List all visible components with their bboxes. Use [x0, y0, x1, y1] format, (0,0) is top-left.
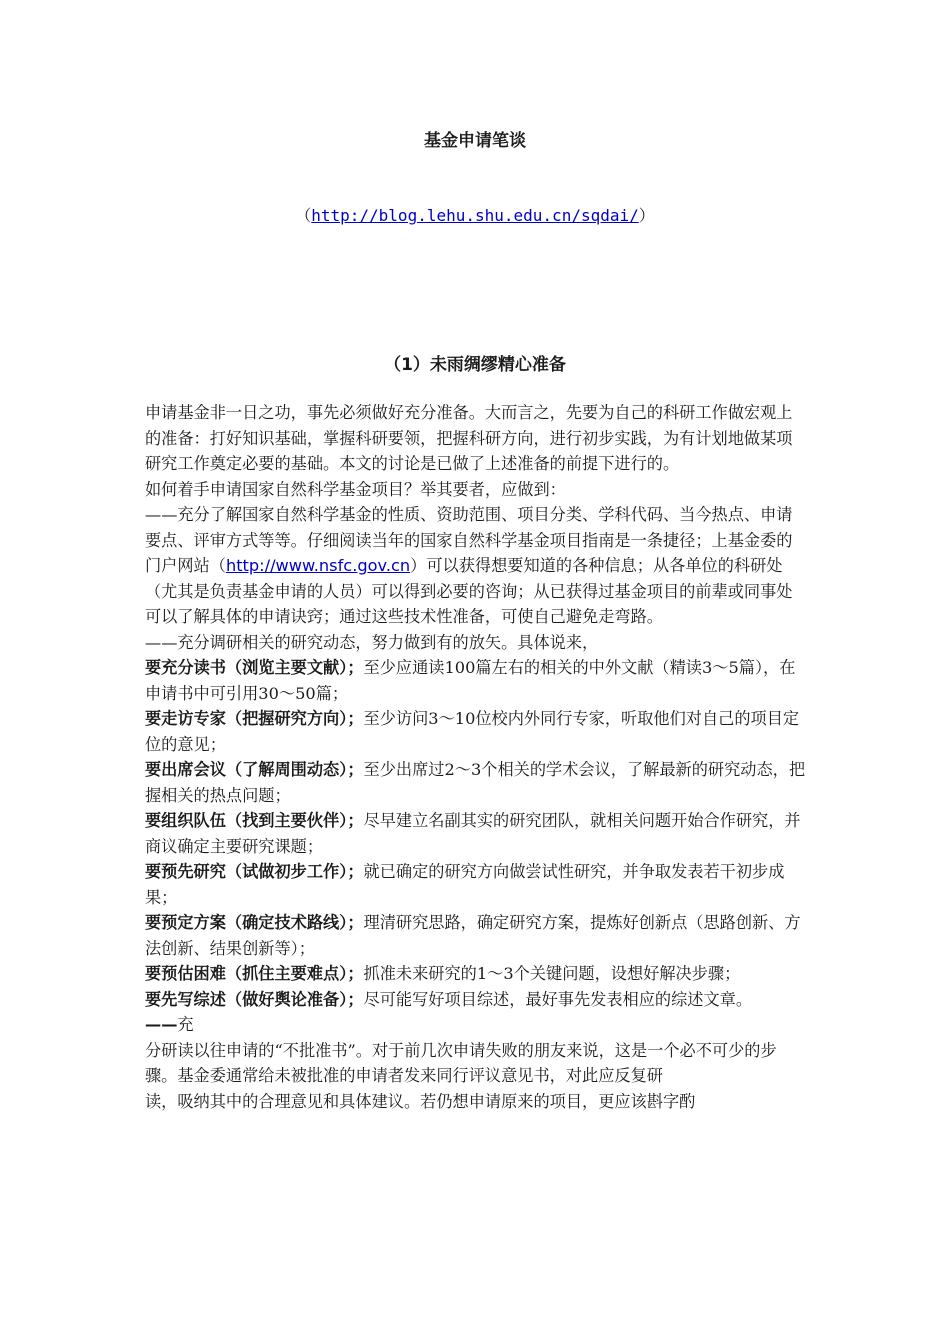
list-item [145, 655, 805, 706]
list-item [145, 987, 805, 1013]
point-1-text-before: ——充分了解国家自然科学基金的性质、资助范围、项目分类、学科代码、当今热点、申请要点、评审方式等等。仔细阅读当年的国家自然科学基金项目指南是一条捷径；上基金委的门户网站（ [145, 505, 793, 575]
list-item [145, 706, 805, 757]
source-close-paren: ） [638, 206, 655, 225]
item-label: 要充分读书（浏览主要文献）； [145, 658, 364, 677]
list-item [145, 757, 805, 808]
list-item [145, 859, 805, 910]
item-text: 理清研究思路，确定研究方案，提炼好创新点（思路创新、方法创新、结果创新等）； [145, 913, 801, 958]
document-title: 基金申请笔谈 [424, 131, 526, 151]
section-heading: （1）未雨绸缪精心准备 [384, 355, 566, 375]
item-label: 要走访专家（把握研究方向）； [145, 709, 364, 728]
source-open-paren: （ [295, 206, 312, 225]
item-label: 要预先研究（试做初步工作）； [145, 862, 364, 881]
point-3-paragraph-2: 读，吸纳其中的合理意见和具体建议。若仍想申请原来的项目，更应该斟字酌 [145, 1091, 696, 1111]
item-text: 至少出席过2～3个相关的学术会议，了解最新的研究动态，把握相关的热点问题； [145, 760, 806, 805]
item-text: 抓准未来研究的1～3个关键问题，设想好解决步骤； [363, 964, 741, 983]
list-item [145, 808, 805, 859]
item-text: 尽可能写好项目综述，最好事先发表相应的综述文章。 [363, 989, 753, 1009]
item-label: 要组织队伍（找到主要伙伴）； [145, 811, 364, 830]
item-text: 至少应通读100篇左右的相关的中外文献（精读3～5篇），在申请书中可引用30～50篇； [145, 658, 796, 703]
point-3-head-text: 充 [177, 1015, 194, 1034]
intro-paragraph: 申请基金非一日之功，事先必须做好充分准备。大而言之，先要为自己的科研工作做宏观上的准备：打好知识基础，掌握科研要领，把握科研方向，进行初步实践，为有计划地做某项研究工作奠定必要的基础。本文的讨论是已做了上述准备的前提下进行的。 [145, 403, 793, 473]
list-item [145, 910, 805, 961]
item-text: 尽早建立名副其实的研究团队，就相关问题开始合作研究，并商议确定主要研究课题； [145, 811, 801, 856]
point-3-paragraph-1: 分研读以往申请的“不批准书”。对于前几次申请失败的朋友来说，这是一个必不可少的步骤。基金委通常给未被批准的申请者发来同行评议意见书，对此应反复研 [145, 1040, 777, 1085]
item-label: 要预估困难（抓住主要难点）； [145, 964, 364, 983]
item-label: 要出席会议（了解周围动态）； [145, 760, 364, 779]
list-item [145, 961, 805, 987]
source-url-link[interactable]: http://blog.lehu.shu.edu.cn/sqdai/ [311, 206, 639, 225]
body-text [145, 400, 805, 1114]
source-line [0, 203, 950, 226]
question-paragraph: 如何着手申请国家自然科学基金项目？举其要者，应做到： [145, 479, 566, 499]
nsfc-link[interactable]: http://www.nsfc.gov.cn [225, 556, 411, 575]
point-1-paragraph [145, 502, 805, 630]
point-1-text-after: ）可以获得想要知道的各种信息；从各单位的科研处（尤其是负责基金申请的人员）可以得到必要的咨询；从已获得过基金项目的前辈或同事处可以了解具体的申请诀窍；通过这些技术性准备，可使自己避免走弯路。 [145, 556, 793, 626]
point-3-heading [145, 1012, 805, 1038]
point-2-paragraph: ——充分调研相关的研究动态，努力做到有的放矢。具体说来， [145, 632, 599, 652]
item-label: 要预定方案（确定技术路线）； [145, 913, 364, 932]
item-text: 至少访问3～10位校内外同行专家，听取他们对自己的项目定位的意见； [145, 709, 800, 754]
item-text: 就已确定的研究方向做尝试性研究，并争取发表若干初步成果； [145, 862, 785, 907]
item-label: 要先写综述（做好舆论准备）； [145, 989, 364, 1009]
point-3-dash: —— [145, 1015, 178, 1034]
